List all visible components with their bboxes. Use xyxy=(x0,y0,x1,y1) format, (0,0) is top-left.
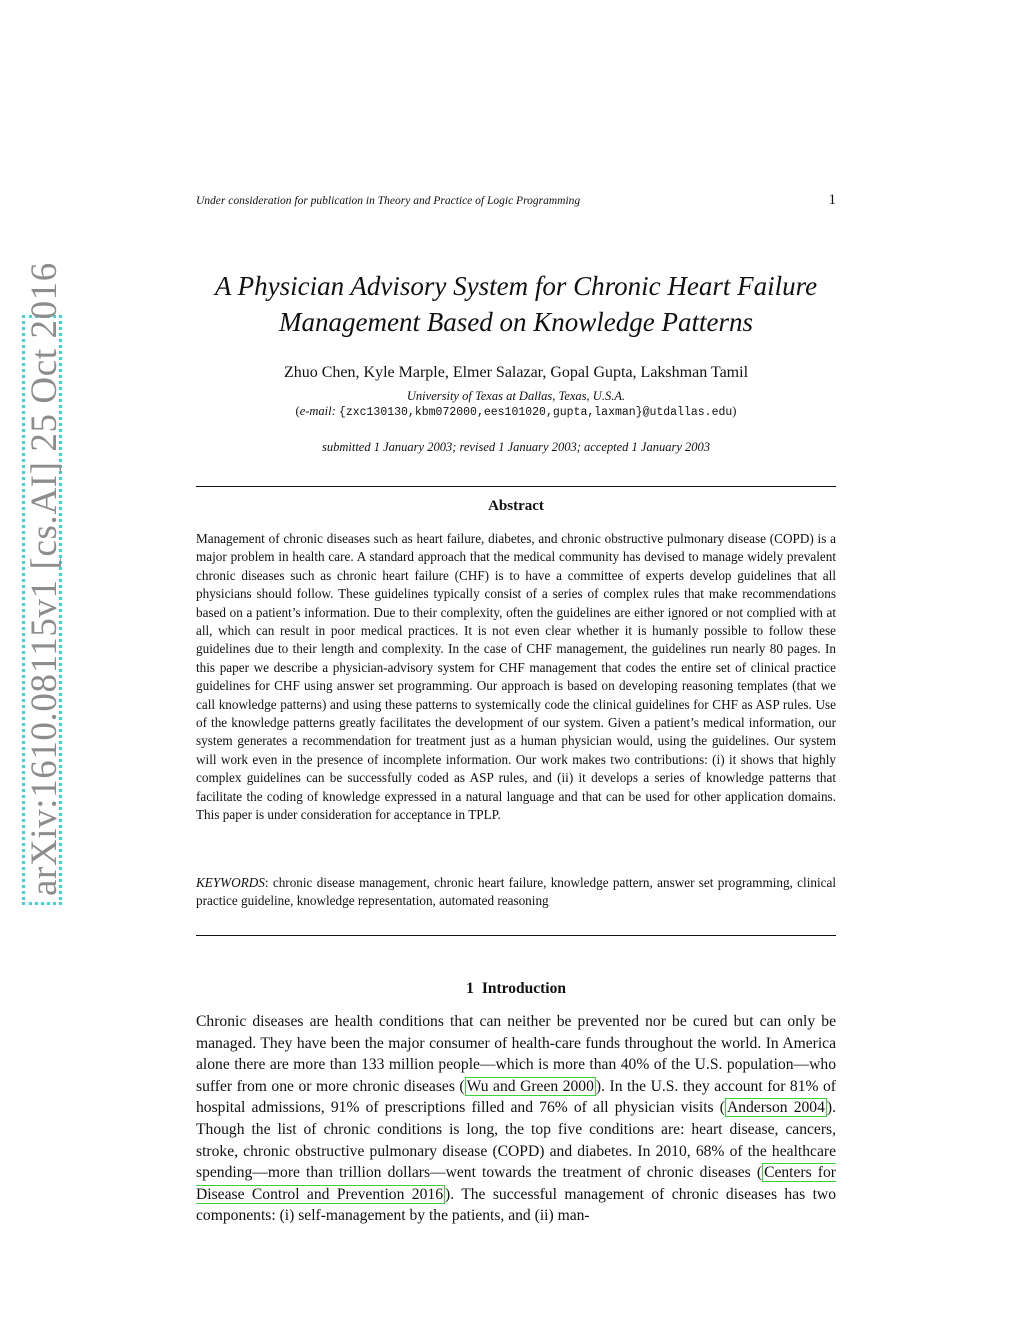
paper-title xyxy=(196,268,836,340)
introduction-paragraph xyxy=(196,1011,836,1227)
section-title: Introduction xyxy=(481,980,566,997)
email-addresses: {zxc130130,kbm072000,ees101020,gupta,laxman}@utdallas.edu xyxy=(338,406,733,419)
citation-link-anderson[interactable]: Anderson 2004 xyxy=(726,1099,825,1117)
section-heading-introduction xyxy=(196,980,836,998)
email-line xyxy=(196,404,836,419)
abstract-heading: Abstract xyxy=(488,498,544,514)
intro-text-1: Chronic diseases are health conditions that can neither be prevented nor be cured but can only be managed. They have been the major consumer of health-care funds throughout the world. In America alone there are more than 133 million people—which is more than 40% of the U.S. population—who suffer from one or more chronic diseases ( xyxy=(196,1013,836,1095)
affiliation: University of Texas at Dallas, Texas, U.S.A. xyxy=(406,389,626,403)
title-line-1: A Physician Advisory System for Chronic Heart Failure xyxy=(214,271,818,301)
email-open-paren: ( xyxy=(295,404,300,418)
email-close-paren: ) xyxy=(732,404,737,418)
title-line-2: Management Based on Knowledge Patterns xyxy=(279,307,753,337)
page-number: 1 xyxy=(828,192,836,208)
citation-link-cdc[interactable]: Centers for Disease Control and Prevention 2016 xyxy=(196,1164,836,1203)
author-list: Zhuo Chen, Kyle Marple, Elmer Salazar, Gopal Gupta, Lakshman Tamil xyxy=(283,364,749,381)
keywords xyxy=(196,874,836,911)
submission-dates: submitted 1 January 2003; revised 1 January 2003; accepted 1 January 2003 xyxy=(322,440,710,454)
running-header xyxy=(196,192,836,215)
journal-name: Under consideration for publication in Theory and Practice of Logic Programming xyxy=(196,195,581,207)
keywords-label: KEYWORDS xyxy=(196,875,265,890)
intro-text-3: ). Though the list of chronic conditions is long, the top five conditions are: heart disease, cancers, stroke, chronic obstructive pulmonary disease (COPD) and diabetes. In 2010, 68% of the healthcare spending—more than trillion dollars—went towards the treatment of chronic diseases ( xyxy=(196,1099,836,1182)
email-label: e-mail: xyxy=(299,404,336,418)
abstract-text: Management of chronic diseases such as heart failure, diabetes, and chronic obstructive pulmonary disease (COPD) is a major problem in health care. A standard approach that the medical community has devised to manage widely prevalent chronic diseases such as chronic heart failure (CHF) is to have a committee of experts develop guidelines that all physicians should follow. These guidelines typically consist of a series of complex rules that make recommendations based on a patient’s information. Due to their complexity, often the guidelines are either ignored or not complied with at all, which can result in poor medical practices. It is not even clear whether it is humanly possible to follow these guidelines due to their length and complexity. In the case of CHF management, the guidelines run nearly 80 pages. In this paper we describe a physician-advisory system for CHF management that codes the entire set of clinical practice guidelines for CHF using answer set programming. Our approach is based on developing reasoning templates (that we call knowledge patterns) and using these patterns to systemically code the clinical guidelines for CHF as ASP rules. Use of the knowledge patterns greatly facilitates the development of our system. Given a patient’s medical information, our system generates a recommendation for treatment just as a human physician would, using the guidelines. Our system will work even in the presence of incomplete information. Our work makes two contributions: (i) it shows that highly complex guidelines can be successfully coded as ASP rules, and (ii) it develops a series of knowledge patterns that facilitate the coding of knowledge expressed in a natural language and that can be used for other application domains. This paper is under consideration for acceptance in TPLP. xyxy=(196,531,836,823)
intro-text-2: ). In the U.S. they account for 81% of hospital admissions, 91% of prescriptions filled and 76% of all physician visits ( xyxy=(196,1077,837,1117)
arxiv-identifier-stamp[interactable]: arXiv:1610.08115v1 [cs.AI] 25 Oct 2016 xyxy=(22,315,62,905)
abstract-top-rule xyxy=(196,486,836,487)
keywords-text: : chronic disease management, chronic heart failure, knowledge pattern, answer set programming, clinical practice guideline, knowledge representation, automated reasoning xyxy=(196,875,836,909)
citation-link-wu-green[interactable]: Wu and Green 2000 xyxy=(466,1077,594,1095)
section-number: 1 xyxy=(466,980,474,997)
abstract-bottom-rule xyxy=(196,935,836,936)
intro-text-4: ). The successful management of chronic diseases has two components: (i) self-management by the patients, and (ii) man- xyxy=(196,1185,836,1225)
